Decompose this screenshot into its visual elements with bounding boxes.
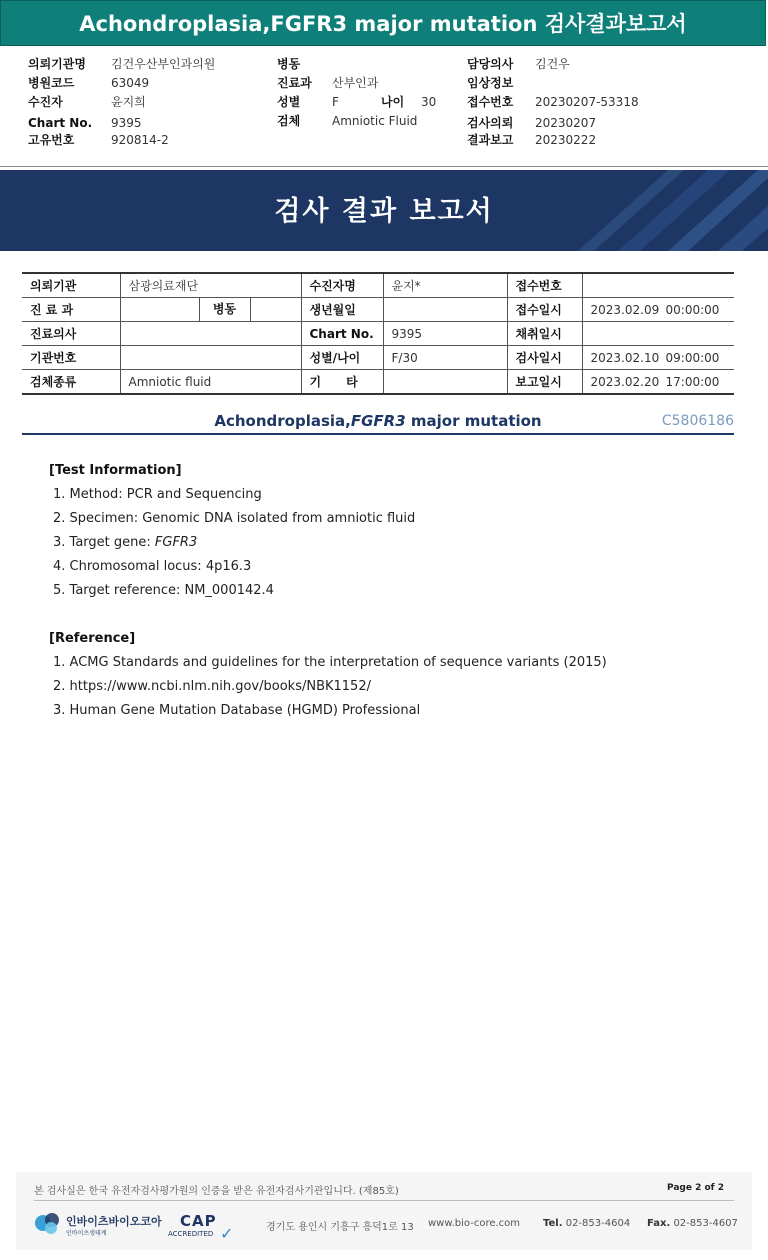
table-cell-label: Chart No. [301, 322, 383, 346]
test-information-heading: [Test Information] [49, 463, 182, 478]
test-information-list [53, 483, 415, 603]
header-value: 920814-2 [111, 133, 169, 147]
header-value: 20230207-53318 [535, 95, 639, 109]
cap-logo-text: CAP [180, 1212, 217, 1230]
header-label: 고유번호 [28, 133, 75, 147]
header-label: 진료과 [277, 76, 312, 90]
header-value: 김건우산부인과의원 [111, 57, 216, 71]
header-label: 결과보고 [467, 133, 514, 147]
table-cell-label: 기관번호 [22, 346, 120, 370]
patient-info-table [22, 272, 734, 395]
company-website[interactable]: www.bio-core.com [428, 1218, 521, 1229]
table-cell-label: 검체종류 [22, 370, 120, 395]
company-tel [543, 1218, 630, 1229]
test-title [22, 412, 734, 430]
title-divider [22, 433, 734, 435]
table-cell-label: 수진자명 [301, 273, 383, 298]
header-label: 수진자 [28, 95, 63, 109]
company-subname: 인바이츠생태계 [66, 1230, 107, 1237]
table-cell-value [582, 273, 734, 298]
table-cell-value [383, 370, 507, 395]
tel-label: Tel. [543, 1218, 563, 1229]
test-title-gene: FGFR3 [350, 412, 406, 430]
date-value: 2023.02.10 [590, 350, 660, 365]
table-cell-value [120, 322, 301, 346]
cap-accreditation-logo [168, 1206, 238, 1244]
test-code: C5806186 [661, 413, 734, 429]
table-cell-datetime [582, 298, 734, 322]
list-item: 3. Human Gene Mutation Database (HGMD) Professional [53, 703, 421, 718]
table-row [22, 298, 734, 322]
report-title: 검사 결과 보고서 [274, 196, 494, 227]
table-cell-label: 접수번호 [507, 273, 582, 298]
table-cell-datetime [582, 370, 734, 395]
header-label: 담당의사 [467, 57, 514, 71]
reference-heading: [Reference] [49, 631, 136, 646]
company-name: 인바이츠바이오코아 [66, 1215, 162, 1228]
header-label: 성별 [277, 95, 301, 109]
certification-note: 본 검사실은 한국 유전자검사평가원의 인증을 받은 유전자검사기관입니다. (제85호) [34, 1186, 399, 1197]
ward-value [251, 298, 301, 321]
table-cell-label: 기 타 [301, 370, 383, 395]
page-footer [16, 1172, 752, 1250]
date-value: 2023.02.20 [590, 374, 660, 389]
test-title-prefix: Achondroplasia, [214, 412, 351, 430]
checkmark-icon: ✓ [220, 1224, 234, 1243]
header-value: 20230207 [535, 116, 597, 130]
header-value: 63049 [111, 76, 150, 90]
header-label: 나이 [381, 95, 405, 109]
header-divider [0, 166, 768, 167]
header-label: 접수번호 [467, 95, 514, 109]
header-value: F [332, 95, 339, 109]
department-value [121, 298, 200, 321]
time-value: 00:00:00 [665, 302, 720, 317]
header-label: 병동 [277, 57, 301, 71]
fax-value: 02-853-4607 [673, 1218, 738, 1229]
fax-label: Fax. [647, 1218, 671, 1229]
table-cell-value [582, 322, 734, 346]
table-cell-label: 진료의사 [22, 322, 120, 346]
table-cell-value [120, 346, 301, 370]
header-value: 30 [421, 95, 437, 109]
header-label: 임상정보 [467, 76, 514, 90]
table-cell-value: 9395 [383, 322, 507, 346]
report-banner [0, 170, 768, 251]
header-value: Amniotic Fluid [332, 114, 418, 128]
list-item: 1. Method: PCR and Sequencing [53, 487, 262, 502]
list-item-text: 3. Target gene: [53, 535, 155, 550]
table-cell-value [383, 298, 507, 322]
table-cell-label: 보고일시 [507, 370, 582, 395]
tel-value: 02-853-4604 [565, 1218, 631, 1229]
table-row [22, 346, 734, 370]
table-cell-label: 접수일시 [507, 298, 582, 322]
target-gene-value: FGFR3 [154, 535, 198, 550]
header-value: 김건우 [535, 57, 570, 71]
table-cell-value: F/30 [383, 346, 507, 370]
test-title-suffix: major mutation [405, 412, 542, 430]
table-row [22, 370, 734, 395]
table-cell-label: 생년월일 [301, 298, 383, 322]
table-cell-datetime [582, 346, 734, 370]
table-cell-label: 의뢰기관 [22, 273, 120, 298]
table-row [22, 273, 734, 298]
header-label: 의뢰기관명 [28, 57, 86, 71]
list-item: 2. https://www.ncbi.nlm.nih.gov/books/NBK1152/ [53, 679, 371, 694]
company-address: 경기도 용인시 기흥구 흥덕1로 13 [266, 1222, 414, 1233]
time-value: 09:00:00 [665, 350, 720, 365]
table-cell-label: 성별/나이 [301, 346, 383, 370]
list-item: 5. Target reference: NM_000142.4 [53, 583, 274, 598]
document-title: Achondroplasia,FGFR3 major mutation 검사결과보고서 [79, 12, 687, 36]
header-label: Chart No. [28, 116, 93, 130]
document-title-banner [0, 0, 766, 46]
table-cell-label: 검사일시 [507, 346, 582, 370]
table-cell-value: Amniotic fluid [120, 370, 301, 395]
page-number: Page 2 of 2 [667, 1183, 724, 1193]
header-label: 검체 [277, 114, 301, 128]
cap-accredited-text: ACCREDITED [168, 1230, 214, 1238]
date-value: 2023.02.09 [590, 302, 660, 317]
header-label: 병원코드 [28, 76, 75, 90]
reference-list [53, 651, 607, 723]
table-cell-label: 진 료 과 [22, 298, 120, 322]
list-item [53, 531, 415, 555]
header-value: 20230222 [535, 133, 597, 147]
ward-label: 병동 [200, 298, 251, 321]
table-row [22, 322, 734, 346]
table-cell-label: 채취일시 [507, 322, 582, 346]
list-item: 1. ACMG Standards and guidelines for the interpretation of sequence variants (2015) [53, 655, 607, 670]
company-logo-icon [34, 1210, 62, 1236]
header-value: 9395 [111, 116, 142, 130]
footer-divider [34, 1200, 734, 1201]
header-value: 산부인과 [332, 76, 379, 90]
header-value: 윤지희 [111, 95, 146, 109]
time-value: 17:00:00 [665, 374, 720, 389]
table-cell-value: 윤지* [383, 273, 507, 298]
company-fax [647, 1218, 738, 1229]
list-item: 4. Chromosomal locus: 4p16.3 [53, 559, 252, 574]
table-cell-value: 삼광의료재단 [120, 273, 301, 298]
header-label: 검사의뢰 [467, 116, 514, 130]
list-item: 2. Specimen: Genomic DNA isolated from amniotic fluid [53, 511, 416, 526]
department-ward-cell [120, 298, 301, 322]
